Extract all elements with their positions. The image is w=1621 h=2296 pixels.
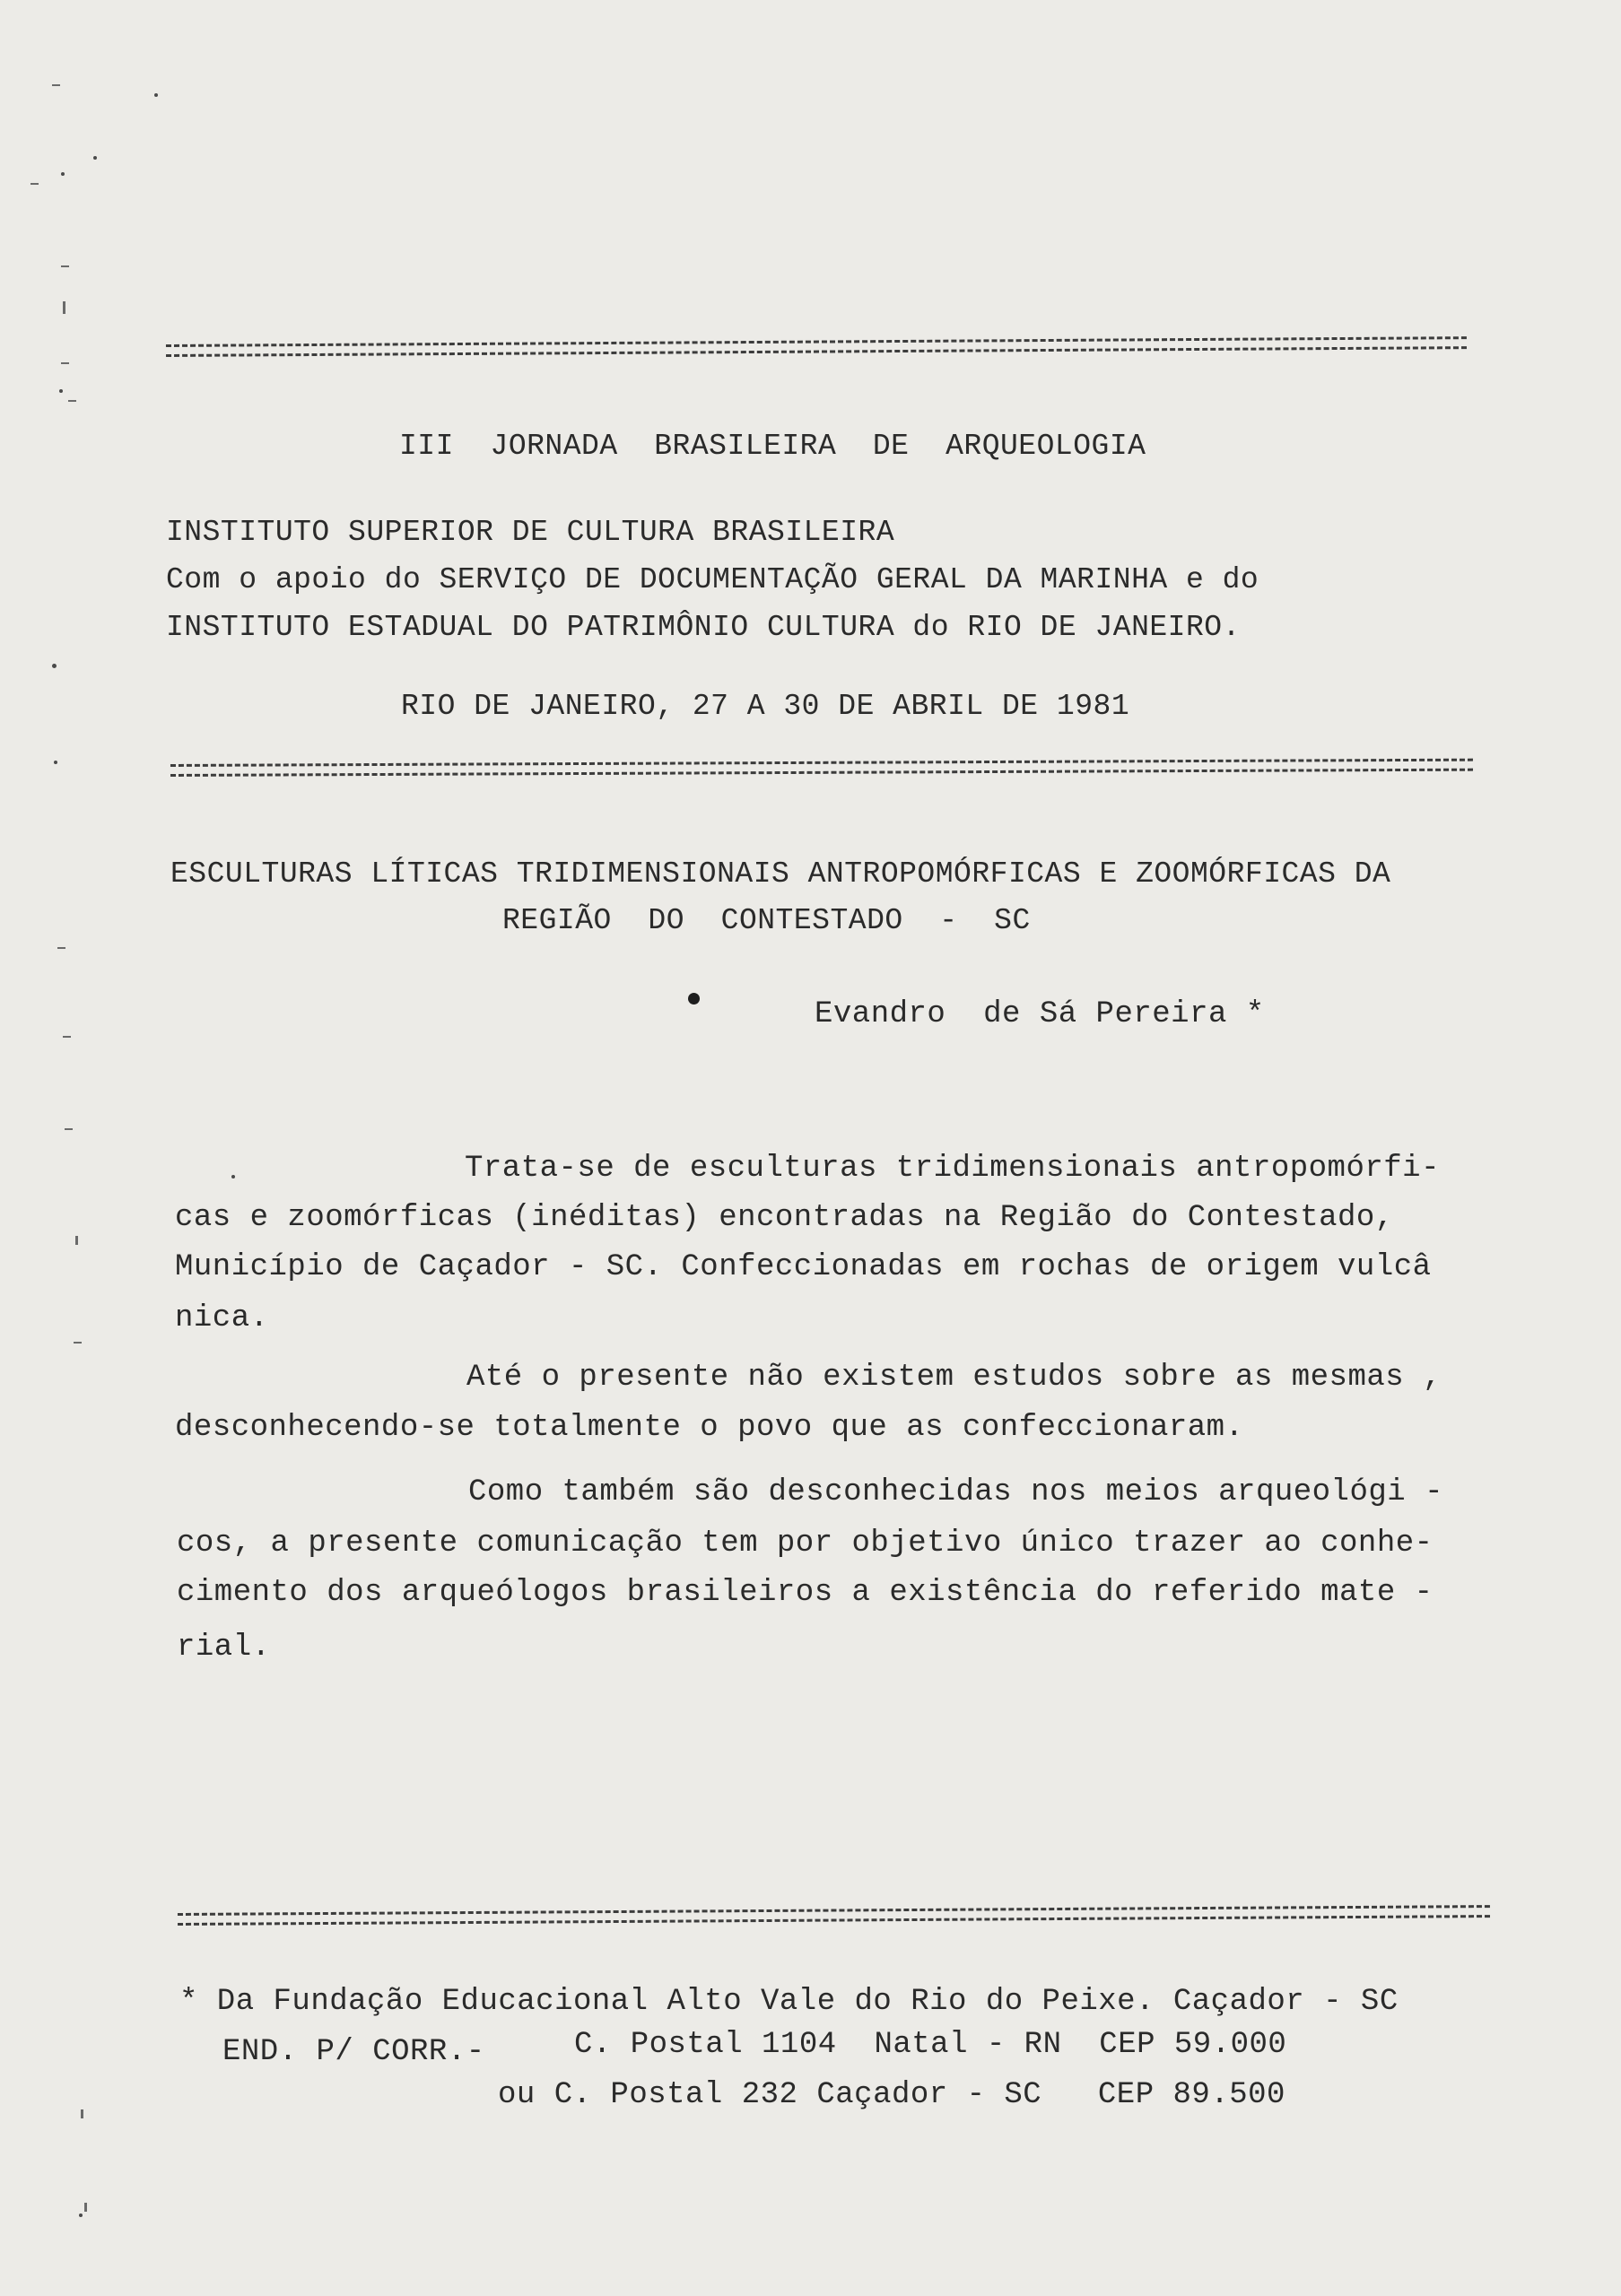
scan-speck bbox=[61, 265, 69, 267]
scan-speck bbox=[31, 183, 39, 185]
scan-speck bbox=[59, 389, 63, 393]
scan-speck bbox=[68, 400, 76, 402]
scan-speck bbox=[63, 301, 65, 314]
double-dash-rule bbox=[170, 759, 1473, 777]
place-date: RIO DE JANEIRO, 27 A 30 DE ABRIL DE 1981 bbox=[401, 690, 1130, 723]
footnote-affiliation: * Da Fundação Educacional Alto Vale do Rio do Peixe. Caçador - SC bbox=[179, 1985, 1399, 2019]
scan-speck bbox=[54, 761, 57, 764]
paragraph-line: cos, a presente comunicação tem por objetivo único trazer ao conhe- bbox=[177, 1526, 1434, 1561]
double-dash-rule bbox=[178, 1905, 1490, 1926]
support-line: Com o apoio do SERVIÇO DE DOCUMENTAÇÃO GERAL DA MARINHA e do bbox=[166, 563, 1259, 596]
scan-speck bbox=[79, 2213, 83, 2217]
paragraph-line: Como também são desconhecidas nos meios arqueológi - bbox=[468, 1475, 1443, 1509]
patrimony-line: INSTITUTO ESTADUAL DO PATRIMÔNIO CULTURA do RIO DE JANEIRO. bbox=[166, 611, 1241, 644]
scan-speck bbox=[231, 1175, 235, 1178]
scan-speck bbox=[52, 84, 60, 86]
scan-speck bbox=[75, 1236, 78, 1245]
conference-title: III JORNADA BRASILEIRA DE ARQUEOLOGIA bbox=[399, 430, 1146, 463]
scan-speck bbox=[61, 172, 65, 176]
paragraph-line: desconhecendo-se totalmente o povo que as confeccionaram. bbox=[175, 1411, 1244, 1445]
double-dash-rule bbox=[166, 336, 1467, 357]
scan-speck bbox=[65, 1128, 73, 1130]
scan-speck bbox=[61, 362, 69, 364]
scan-speck bbox=[93, 156, 97, 160]
institute-name: INSTITUTO SUPERIOR DE CULTURA BRASILEIRA bbox=[166, 516, 895, 549]
paragraph-line: Até o presente não existem estudos sobre as mesmas , bbox=[466, 1361, 1442, 1395]
paragraph-line: nica. bbox=[175, 1301, 269, 1335]
paragraph-line: cimento dos arqueólogos brasileiros a existência do referido mate - bbox=[177, 1576, 1434, 1610]
paragraph-line: Município de Caçador - SC. Confeccionadas em rochas de origem vulcâ bbox=[175, 1250, 1432, 1284]
scan-speck bbox=[154, 93, 158, 97]
title-line-2: REGIÃO DO CONTESTADO - SC bbox=[502, 904, 1031, 937]
scan-speck bbox=[57, 947, 65, 949]
footnote-address-label: END. P/ CORR.- bbox=[222, 2035, 485, 2069]
paragraph-line: rial. bbox=[177, 1631, 271, 1665]
title-line-1: ESCULTURAS LÍTICAS TRIDIMENSIONAIS ANTROPOMÓRFICAS E ZOOMÓRFICAS DA bbox=[170, 857, 1391, 891]
scan-speck bbox=[84, 2203, 87, 2212]
author-name: Evandro de Sá Pereira * bbox=[815, 997, 1265, 1031]
footnote-address-cacador: ou C. Postal 232 Caçador - SC CEP 89.500 bbox=[498, 2078, 1285, 2112]
scan-speck bbox=[81, 2109, 83, 2118]
bullet-mark bbox=[688, 993, 700, 1004]
scan-speck bbox=[63, 1036, 71, 1038]
scan-speck bbox=[74, 1342, 82, 1344]
scan-speck bbox=[52, 664, 57, 668]
footnote-address-natal: C. Postal 1104 Natal - RN CEP 59.000 bbox=[574, 2028, 1287, 2062]
paragraph-line: cas e zoomórficas (inéditas) encontradas na Região do Contestado, bbox=[175, 1201, 1394, 1235]
paragraph-line: Trata-se de esculturas tridimensionais antropomórfi- bbox=[465, 1152, 1440, 1186]
